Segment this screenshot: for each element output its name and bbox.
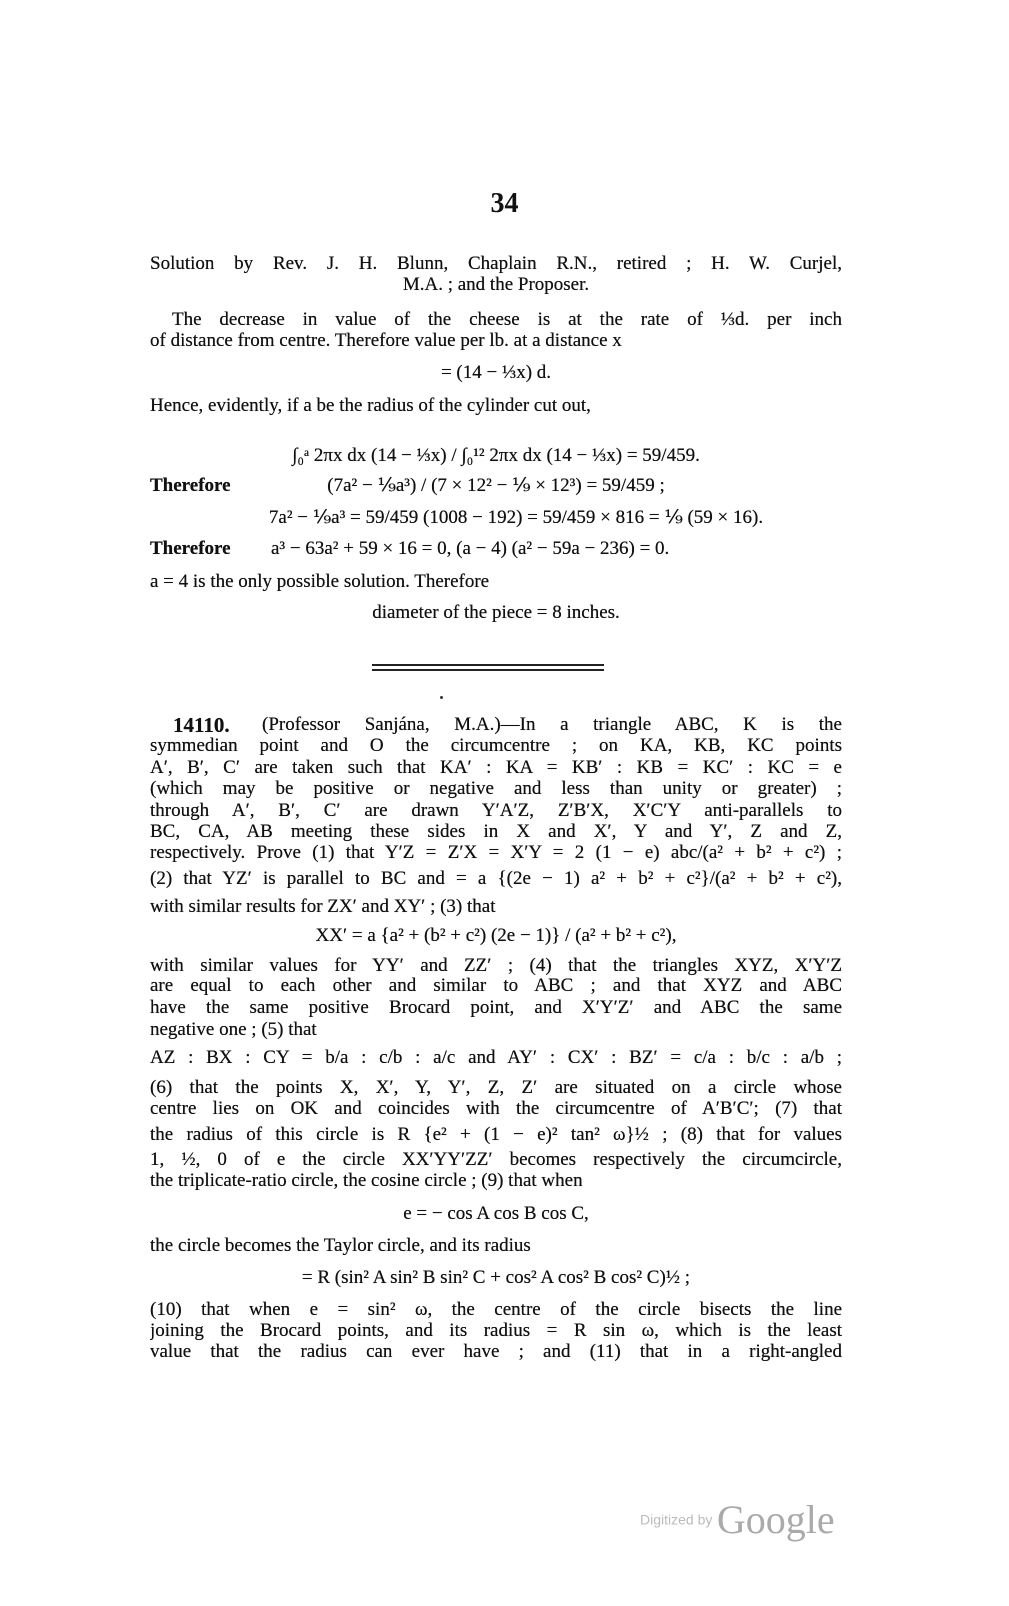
text-line: centre lies on OK and coincides with the circumcentre of A′B′C′; (7) that	[150, 1098, 842, 1119]
text-line: Hence, evidently, if a be the radius of the cylinder cut out,	[150, 395, 591, 416]
equation: = R (sin² A sin² B sin² C + cos² A cos² B cos² C)½ ;	[301, 1267, 691, 1288]
text-line: value that the radius can ever have ; and (11) that in a right-angled	[150, 1341, 842, 1362]
conclusion: diameter of the piece = 8 inches.	[372, 602, 620, 623]
text-line: BC, CA, AB meeting these sides in X and X′, Y and Y′, Z and Z,	[150, 821, 842, 842]
divider-rule	[372, 669, 604, 671]
therefore-label: Therefore	[150, 538, 231, 559]
text-line: the radius of this circle is R {e² + (1 − e)² tan² ω}½ ; (8) that for values	[150, 1124, 842, 1145]
watermark-prefix: Digitized by	[640, 1511, 713, 1528]
text-line: (Professor Sanjána, M.A.)—In a triangle ABC, K is the	[262, 714, 842, 735]
equation: = (14 − ⅓x) d.	[440, 362, 552, 383]
divider-dot	[440, 696, 443, 699]
text-line: have the same positive Brocard point, and X′Y′Z′ and ABC the same	[150, 997, 842, 1018]
equation: a³ − 63a² + 59 × 16 = 0, (a − 4) (a² − 59a − 236) = 0.	[271, 538, 670, 559]
watermark-brand: Google	[716, 1497, 835, 1542]
equation: XX′ = a {a² + (b² + c²) (2e − 1)} / (a² + b² + c²),	[315, 925, 677, 946]
text-line: with similar values for YY′ and ZZ′ ; (4) that the triangles XYZ, X′Y′Z	[150, 955, 842, 976]
text-line: the circle becomes the Taylor circle, and its radius	[150, 1235, 531, 1256]
text-line: of distance from centre. Therefore value per lb. at a distance x	[150, 330, 622, 351]
text-line: (which may be positive or negative and less than unity or greater) ;	[150, 778, 842, 799]
text-line: a = 4 is the only possible solution. Therefore	[150, 571, 490, 592]
text-line: (2) that YZ′ is parallel to BC and = a {(2e − 1) a² + b² + c²}/(a² + b² + c²),	[150, 868, 842, 889]
page-number: 34	[490, 188, 519, 219]
text-line: joining the Brocard points, and its radius = R sin ω, which is the least	[150, 1320, 842, 1341]
google-watermark	[640, 1496, 835, 1543]
text-line: (10) that when e = sin² ω, the centre of the circle bisects the line	[150, 1299, 842, 1320]
text-line: are equal to each other and similar to ABC ; and that XYZ and ABC	[150, 975, 842, 996]
text-line: (6) that the points X, X′, Y, Y′, Z, Z′ are situated on a circle whose	[150, 1077, 842, 1098]
divider-rule	[372, 664, 604, 666]
therefore-label: Therefore	[150, 475, 231, 496]
integral-equation: ∫₀ᵃ 2πx dx (14 − ⅓x) / ∫₀¹² 2πx dx (14 − ⅓x) = 59/459.	[292, 445, 700, 466]
equation: 7a² − ⅑a³ = 59/459 (1008 − 192) = 59/459 × 816 = ⅑ (59 × 16).	[268, 507, 764, 528]
solution-attribution: Solution by Rev. J. H. Blunn, Chaplain R.N., retired ; H. W. Curjel,	[150, 253, 842, 274]
equation: (7a² − ⅑a³) / (7 × 12² − ⅑ × 12³) = 59/459 ;	[327, 475, 665, 496]
solution-attribution-cont: M.A. ; and the Proposer.	[402, 274, 590, 295]
text-line: negative one ; (5) that	[150, 1019, 317, 1040]
text-line: The decrease in value of the cheese is at the rate of ⅓d. per inch	[172, 309, 842, 330]
equation: AZ : BX : CY = b/a : c/b : a/c and AY′ : CX′ : BZ′ = c/a : b/c : a/b ;	[150, 1047, 842, 1068]
text-line: with similar results for ZX′ and XY′ ; (3) that	[150, 896, 496, 917]
problem-number: 14110.	[173, 713, 230, 737]
equation: e = − cos A cos B cos C,	[403, 1203, 589, 1224]
text-line: respectively. Prove (1) that Y′Z = Z′X = X′Y = 2 (1 − e) abc/(a² + b² + c²) ;	[150, 842, 842, 863]
text-line: A′, B′, C′ are taken such that KA′ : KA = KB′ : KB = KC′ : KC = e	[150, 757, 842, 778]
text-line: 1, ½, 0 of e the circle XX′YY′ZZ′ becomes respectively the circumcircle,	[150, 1149, 842, 1170]
text-line: symmedian point and O the circumcentre ; on KA, KB, KC points	[150, 735, 842, 756]
text-line: the triplicate-ratio circle, the cosine circle ; (9) that when	[150, 1170, 583, 1191]
text-line: through A′, B′, C′ are drawn Y′A′Z, Z′B′X, X′C′Y anti-parallels to	[150, 800, 842, 821]
